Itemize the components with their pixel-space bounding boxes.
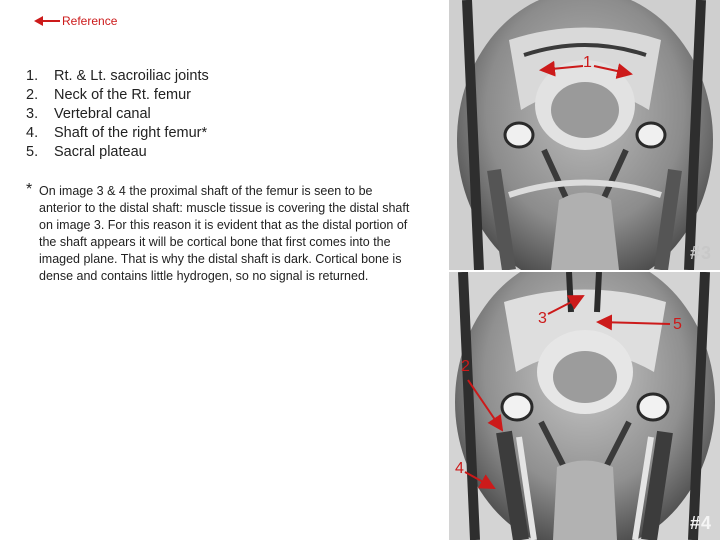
mri-image-3 — [449, 0, 720, 270]
structure-legend — [26, 67, 209, 162]
callout-label-1: 1 — [583, 54, 592, 71]
legend-item: 2. Neck of the Rt. femur — [26, 87, 191, 103]
legend-item: 5. Sacral plateau — [26, 144, 147, 160]
legend-item: 4. Shaft of the right femur* — [26, 125, 208, 141]
mri-coronal-pelvis-image — [449, 0, 720, 270]
legend-item: 1. Rt. & Lt. sacroiliac joints — [26, 68, 209, 84]
footnote-mark: * — [26, 181, 33, 198]
callout-label-3: 3 — [538, 310, 547, 327]
image-number-3: #3 — [689, 243, 712, 263]
image-number-4: #4 — [689, 513, 712, 533]
footnote — [26, 183, 412, 285]
mri-image-4 — [449, 272, 720, 540]
reference-label-group — [34, 12, 117, 30]
left-arrow-icon — [34, 12, 60, 30]
reference-label: Reference — [62, 14, 118, 28]
callout-label-5: 5 — [673, 316, 682, 333]
mri-coronal-pelvis-image — [449, 272, 720, 540]
callout-label-4: 4 — [455, 460, 464, 477]
legend-item: 3. Vertebral canal — [26, 106, 151, 122]
footnote-text: On image 3 & 4 the proximal shaft of the femur is seen to be anterior to the distal shaft: muscle tissue is covering the distal shaft on image 3. For this reason it is evident that as the distal portion of the shaft appears it will be cortical bone that first comes into the imaged plane. That is why the distal shaft is dark. Cortical bone is dense and contains little hydrogen, so no signal is returned. — [39, 184, 410, 283]
callout-label-2: 2 — [461, 358, 470, 375]
